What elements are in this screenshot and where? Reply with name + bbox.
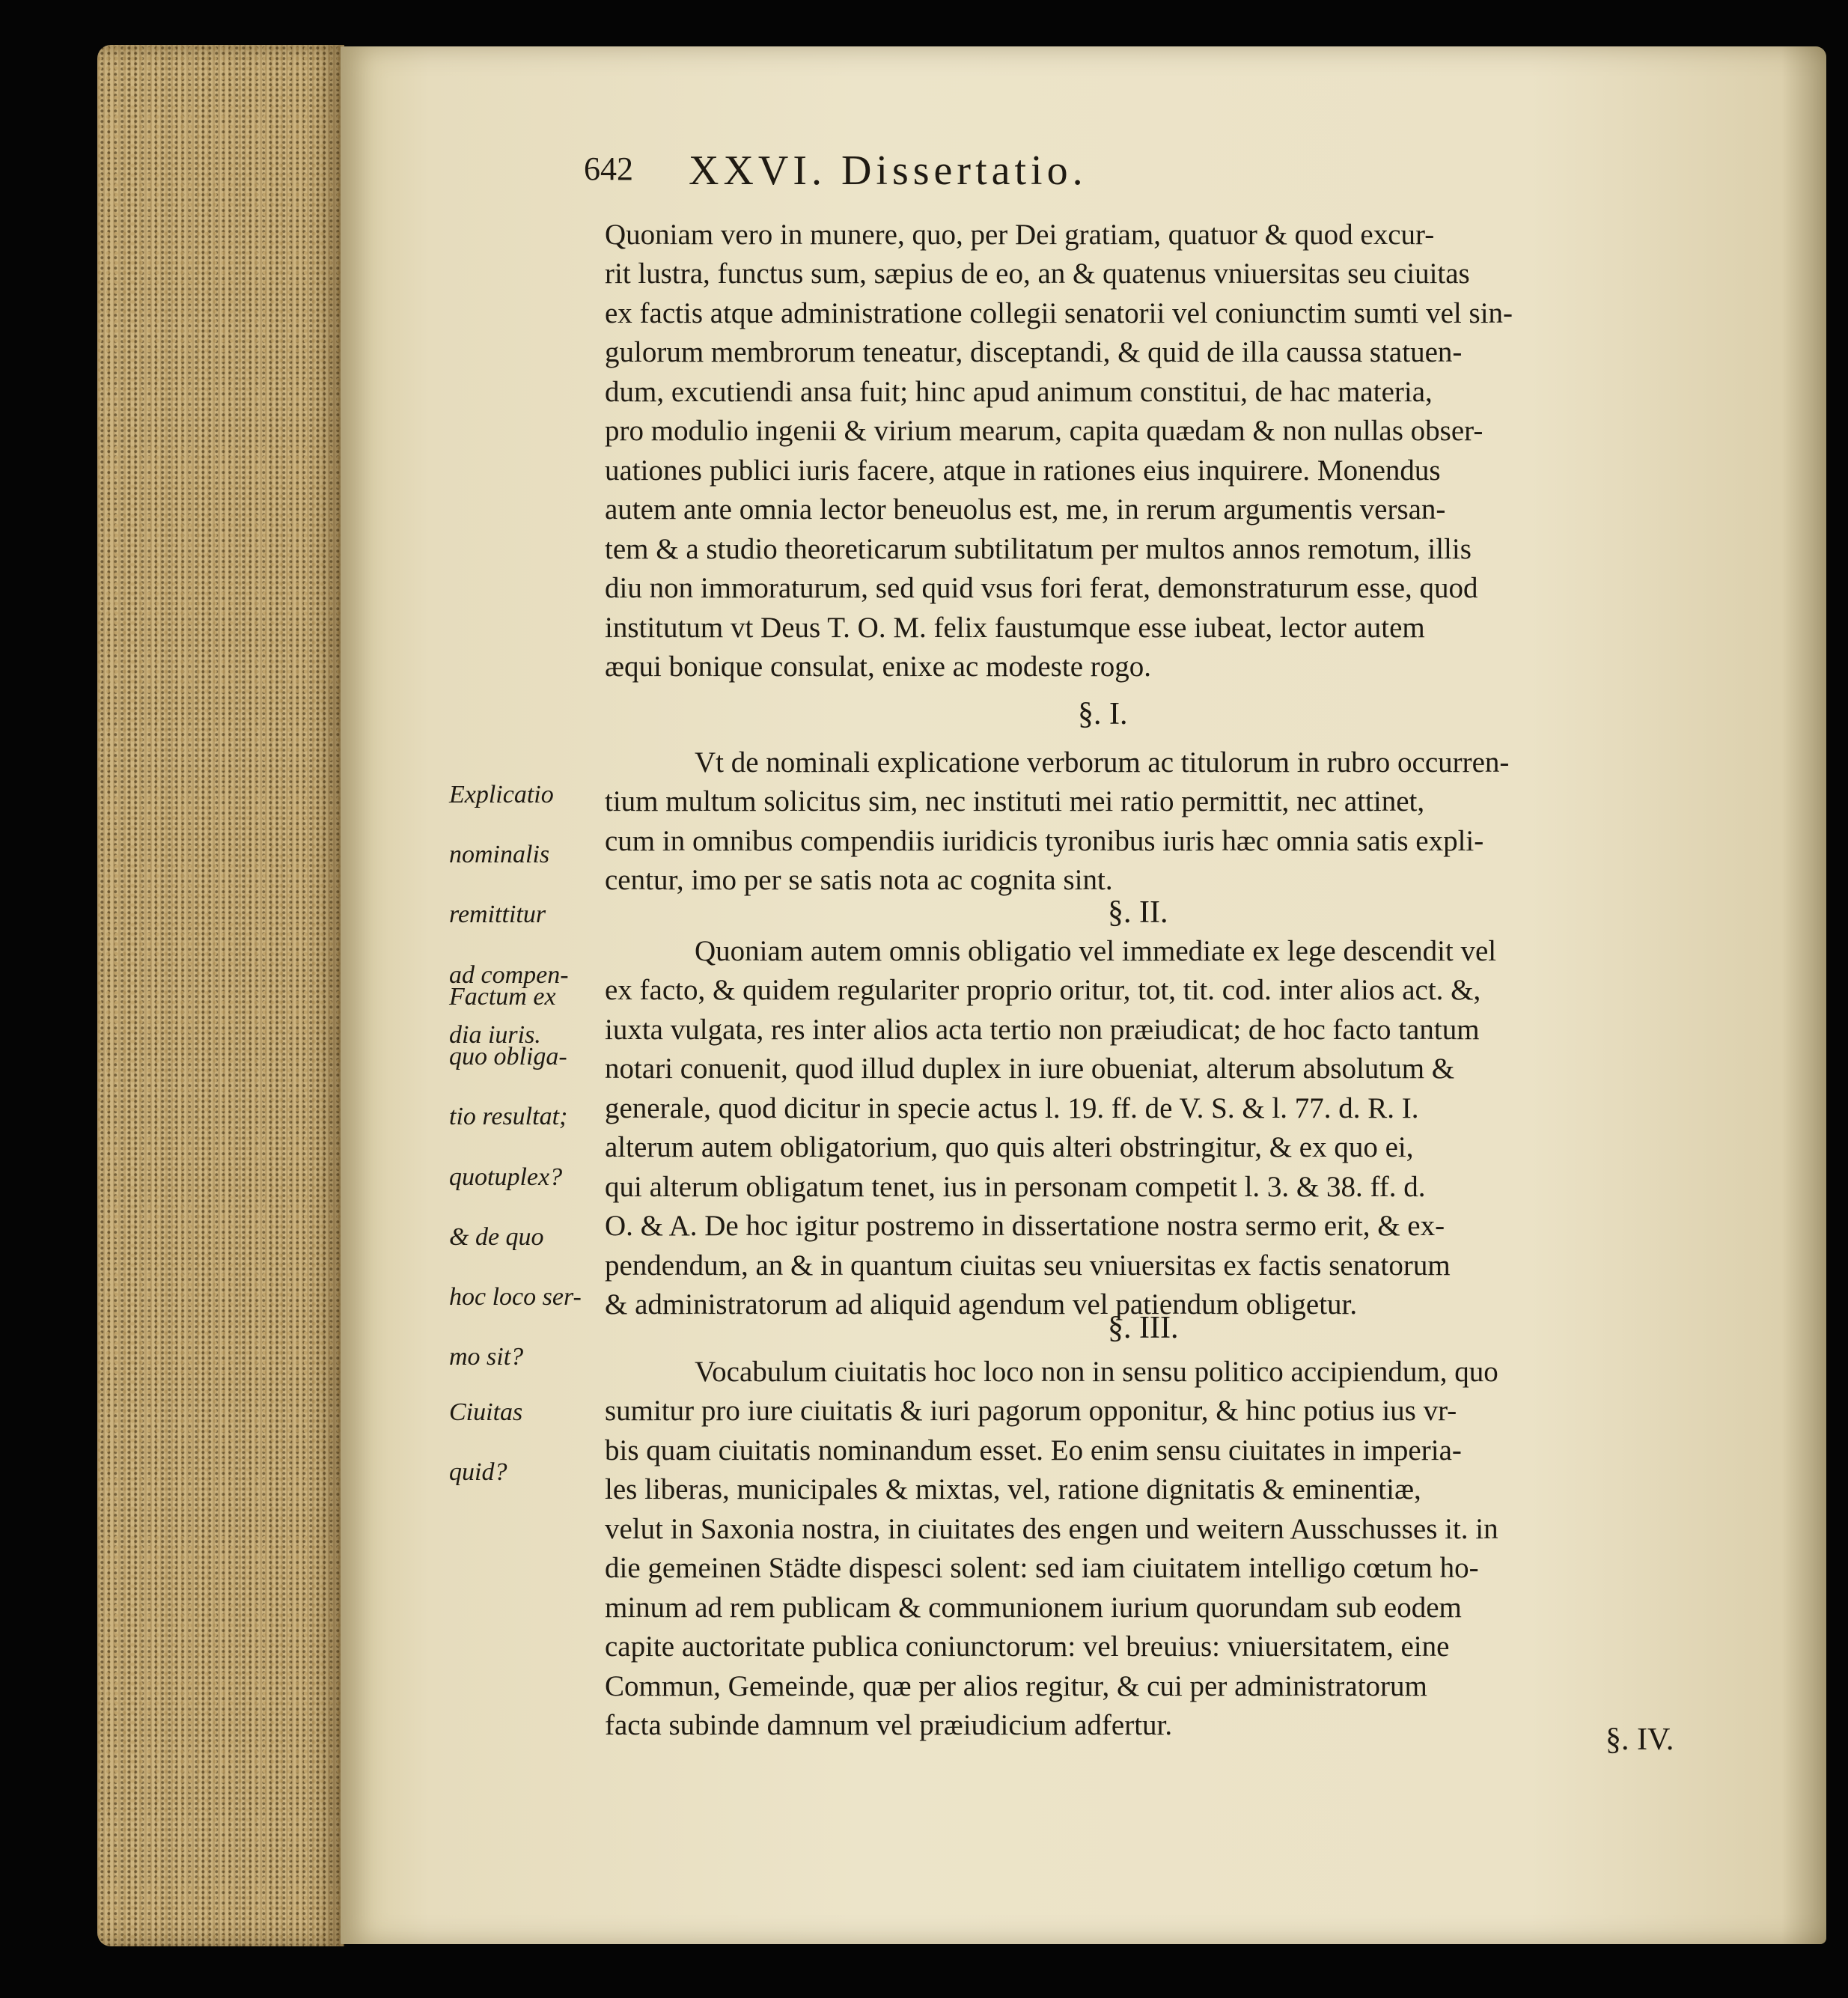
text-line: Explicatio [449,781,554,808]
text-line: institutum vt Deus T. O. M. felix faustumque esse iubeat, lector autem [605,611,1425,644]
text-line: pendendum, an & in quantum ciuitas seu vniuersitas ex factis senatorum [605,1249,1451,1282]
text-line: Factum ex [449,983,556,1011]
text-line: bis quam ciuitatis nominandum esset. Eo enim sensu ciuitates in imperia- [605,1434,1462,1466]
text-line: diu non immoraturum, sed quid vsus fori ferat, demonstraturum esse, quod [605,572,1478,605]
text-line: O. & A. De hoc igitur postremo in dissertatione nostra sermo erit, & ex- [605,1210,1445,1243]
text-line: dum, excutiendi ansa fuit; hinc apud animum constitui, de hac materia, [605,375,1433,408]
text-line: Ciuitas [449,1398,523,1426]
text-line: sumitur pro iure ciuitatis & iuri pagorum opponitur, & hinc potius ius vr- [605,1395,1457,1428]
text-line: iuxta vulgata, res inter alios acta tertio non præiudicat; de hoc facto tantum [605,1013,1480,1046]
text-line: capite auctoritate publica coniunctorum: vel breuius: vniuersitatem, eine [605,1630,1450,1663]
text-line: die gemeinen Städte dispesci solent: sed iam ciuitatem intelligo cœtum ho- [605,1552,1479,1585]
text-line: mo sit? [449,1343,524,1371]
text-line: ad compen- [449,960,569,989]
text-line: autem ante omnia lector beneuolus est, me, in rerum argumentis versan- [605,493,1446,526]
text-line: cum in omnibus compendiis iuridicis tyronibus iuris hæc omnia satis expli- [605,824,1484,857]
text-line: ex facto, & quidem regulariter proprio oritur, tot, tit. cod. inter alios act. &, [605,974,1481,1007]
text-line: facta subinde damnum vel præiudicium adfertur. [605,1709,1173,1742]
text-line: generale, quod dicitur in specie actus l. 19. ff. de V. S. & l. 77. d. R. I. [605,1091,1419,1124]
section-2-text [605,932,1705,1325]
text-line: & administratorum ad aliquid agendum vel patiendum obligetur. [605,1288,1358,1321]
text-line: Vt de nominali explicatione verborum ac titulorum in rubro occurren- [695,746,1510,779]
page-number: 642 [584,150,633,187]
catchword: §. IV. [1605,1723,1674,1757]
text-line: pro modulio ingenii & virium mearum, capita quædam & non nullas obser- [605,415,1483,448]
text-line: remittitur [449,901,546,929]
text-line: tium multum solicitus sim, nec instituti mei ratio permittit, nec attinet, [605,785,1425,818]
margin-note-2 [449,954,606,1401]
text-line: gulorum membrorum teneatur, disceptandi, & quid de illa caussa statuen- [605,336,1463,369]
text-line: Quoniam vero in munere, quo, per Dei gratiam, quatuor & quod excur- [605,219,1435,251]
text-line: centur, imo per se satis nota ac cognita sint. [605,864,1113,897]
running-title: XXVI. Dissertatio. [689,147,1088,194]
text-line: alterum autem obligatorium, quo quis alteri obstringitur, & ex quo ei, [605,1131,1414,1164]
section-heading-3: §. III. [1108,1311,1179,1345]
text-line: quid? [449,1458,507,1487]
text-line: minum ad rem publicam & communionem iurium quorundam sub eodem [605,1591,1462,1624]
text-line: quotuplex? [449,1163,563,1191]
text-line: quo obliga- [449,1043,567,1071]
running-head [584,147,1467,202]
text-line: rit lustra, functus sum, sæpius de eo, an & quatenus vniuersitas seu ciuitas [605,258,1470,290]
text-line: notari conuenit, quod illud duplex in iure obueniat, alterum absolutum & [605,1053,1455,1085]
text-line: hoc loco ser- [449,1283,582,1312]
section-heading-2: §. II. [1108,895,1168,930]
text-line: uationes publici iuris facere, atque in rationes eius inquirere. Monendus [605,454,1441,487]
text-line: tio resultat; [449,1103,568,1131]
text-line: dia iuris. [449,1020,541,1049]
margin-note-3 [449,1370,606,1515]
text-line: ex factis atque administratione collegii senatorii vel coniunctim sumti vel sin- [605,296,1513,329]
text-line: qui alterum obligatum tenet, ius in personam competit l. 3. & 38. ff. d. [605,1170,1426,1203]
section-heading-1: §. I. [1078,697,1128,731]
text-line: tem & a studio theoreticarum subtilitatum per multos annos remotum, illis [605,532,1472,565]
section-1-text [605,743,1705,901]
text-line: Quoniam autem omnis obligatio vel immediate ex lege descendit vel [695,935,1497,967]
text-line: Vocabulum ciuitatis hoc loco non in sensu politico accipiendum, quo [695,1356,1498,1388]
text-line: les liberas, municipales & mixtas, vel, ratione dignitatis & eminentiæ, [605,1473,1421,1506]
section-3-text [605,1353,1705,1746]
intro-paragraph [605,216,1705,686]
text-line: nominalis [449,841,550,869]
text-line: & de quo [449,1222,544,1251]
text-line: velut in Saxonia nostra, in ciuitates des engen und weitern Ausschusses it. in [605,1512,1498,1545]
text-line: Commun, Gemeinde, quæ per alios regitur, & cui per administratorum [605,1669,1427,1702]
text-line: æqui bonique consulat, enixe ac modeste rogo. [605,650,1151,683]
